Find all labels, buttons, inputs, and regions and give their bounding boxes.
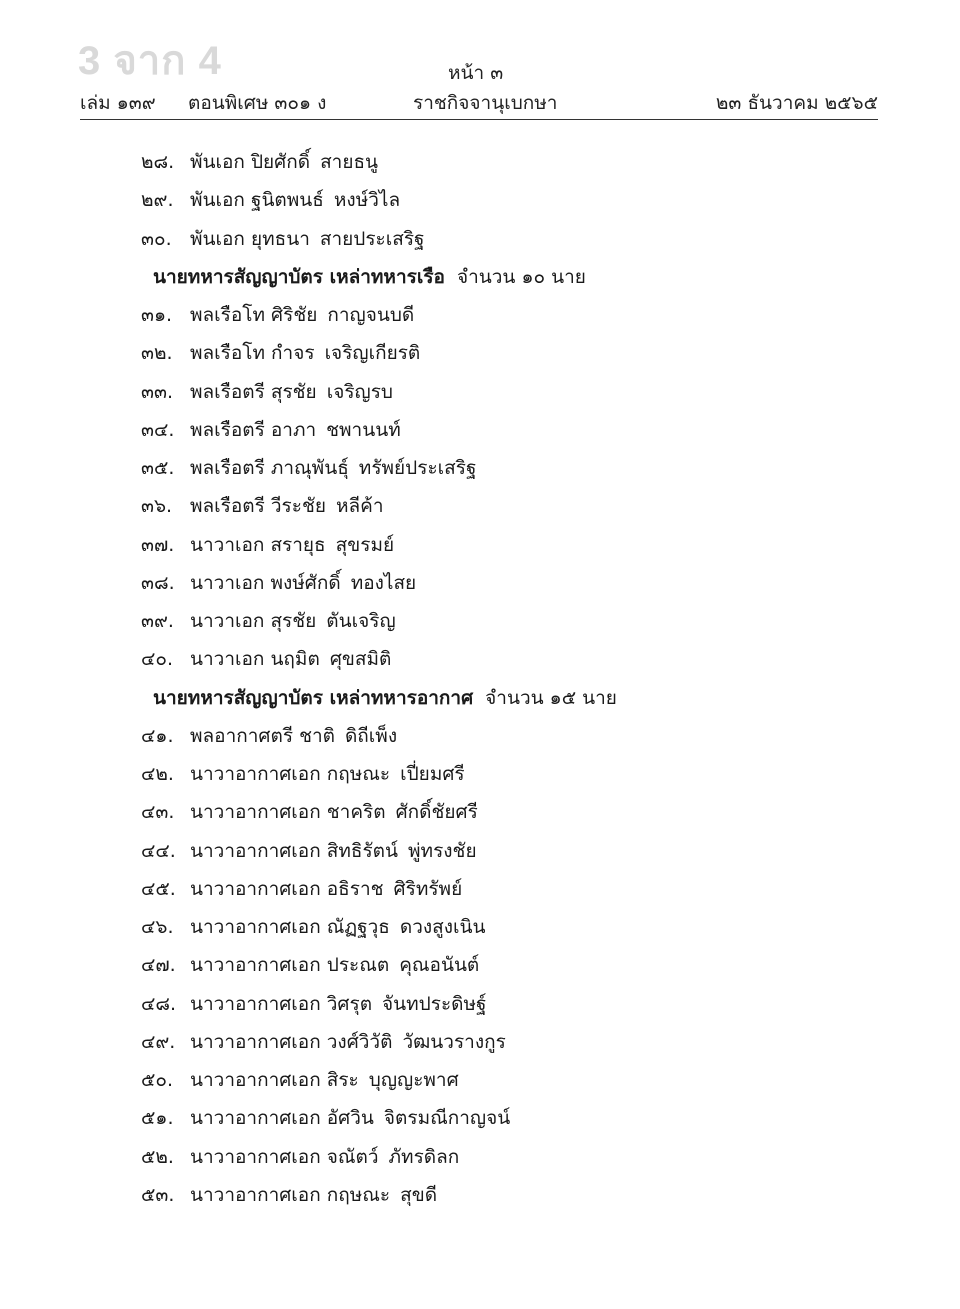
surname: สายประเสริฐ	[319, 227, 425, 250]
person-name	[190, 411, 401, 449]
surname: สุขดี	[400, 1183, 438, 1206]
surname: สุขรมย์	[335, 533, 395, 556]
person-name	[190, 640, 391, 678]
list-item	[0, 1061, 960, 1099]
list-item	[0, 640, 960, 678]
item-number: ๓๗.	[141, 533, 175, 556]
item-number: ๔๕.	[141, 877, 176, 900]
section-title: นายทหารสัญญาบัตร เหล่าทหารเรือ	[153, 265, 445, 288]
person-name	[190, 755, 465, 793]
person-name	[190, 143, 378, 181]
item-number: ๔๔.	[141, 839, 176, 862]
person-name	[190, 717, 397, 755]
rank-and-given-name: นาวาเอก นฤมิต	[190, 648, 320, 671]
list-item	[0, 411, 960, 449]
page-number: หน้า ๓	[448, 62, 504, 84]
surname: บุญญะพาศ	[368, 1069, 459, 1091]
list-item	[0, 1176, 960, 1214]
issue-date: ๒๓ ธันวาคม ๒๕๖๕	[715, 92, 878, 114]
surname: เปี่ยมศรี	[400, 763, 465, 785]
surname: ศักดิ์ชัยศรี	[395, 801, 478, 824]
list-item	[0, 564, 960, 602]
rank-and-given-name: พลเรือโท ศิริชัย	[190, 304, 318, 326]
surname: ดิถีเพ็ง	[344, 724, 398, 747]
surname: ศุขสมิติ	[329, 648, 392, 671]
item-number: ๕๒.	[141, 1145, 174, 1168]
item-number: ๔๖.	[141, 916, 174, 938]
item-number: ๓๓.	[141, 380, 174, 403]
item-number: ๕๐.	[141, 1069, 174, 1091]
surname: ศิริทรัพย์	[393, 877, 463, 900]
list-item	[0, 373, 960, 411]
rank-and-given-name: พันเอก ปิยศักดิ์	[190, 151, 311, 173]
surname: เจริญรบ	[326, 380, 393, 403]
page-watermark: 3 จาก 4	[78, 39, 222, 83]
person-name	[190, 793, 478, 831]
rank-and-given-name: นาวาอากาศเอก กฤษณะ	[190, 1183, 391, 1206]
item-number: ๒๙.	[141, 189, 174, 212]
surname: พู่ทรงชัย	[408, 839, 477, 862]
item-number: ๔๒.	[141, 763, 174, 785]
surname: กาญจนบดี	[327, 304, 415, 326]
item-number: ๓๑.	[141, 304, 173, 326]
person-name	[190, 220, 425, 258]
person-name	[190, 373, 393, 411]
item-number: ๓๒.	[141, 342, 173, 365]
list-item	[0, 832, 960, 870]
list-item	[0, 946, 960, 984]
list-item	[0, 296, 960, 334]
person-name	[190, 1061, 459, 1099]
person-name	[190, 449, 476, 487]
rank-and-given-name: นาวาอากาศเอก กฤษณะ	[190, 763, 391, 785]
header-divider	[80, 119, 878, 120]
item-number: ๔๐.	[141, 648, 174, 671]
rank-and-given-name: นาวาเอก สุรชัย	[190, 610, 317, 632]
name-list	[0, 143, 960, 1214]
rank-and-given-name: นาวาเอก พงษ์ศักดิ์	[190, 571, 341, 594]
item-number: ๓๕.	[141, 457, 175, 479]
list-item	[0, 755, 960, 793]
list-item	[0, 1099, 960, 1137]
rank-and-given-name: นาวาอากาศเอก อัศวิน	[190, 1107, 374, 1130]
item-number: ๔๙.	[141, 1030, 176, 1053]
section-heading	[0, 679, 960, 717]
gazette-header	[80, 88, 878, 116]
person-name	[190, 870, 462, 908]
surname: เจริญเกียรติ	[324, 342, 421, 365]
surname: หลีค้า	[335, 495, 384, 518]
item-number: ๕๑.	[141, 1107, 174, 1130]
volume-label: เล่ม ๑๓๙	[80, 92, 156, 114]
rank-and-given-name: พลเรือตรี อาภา	[190, 418, 317, 441]
surname: ชพานนท์	[326, 418, 401, 441]
person-name	[190, 1176, 437, 1214]
rank-and-given-name: นาวาอากาศเอก สิทธิรัตน์	[190, 839, 399, 862]
person-name	[190, 1023, 506, 1061]
person-name	[190, 832, 477, 870]
list-item	[0, 870, 960, 908]
list-item	[0, 985, 960, 1023]
rank-and-given-name: พันเอก ยุทธนา	[190, 227, 310, 250]
list-item	[0, 602, 960, 640]
person-name	[190, 526, 394, 564]
section-count: จำนวน ๑๐ นาย	[456, 265, 586, 288]
list-item	[0, 334, 960, 372]
section-count: จำนวน ๑๕ นาย	[485, 686, 617, 709]
person-name	[190, 946, 479, 984]
section-heading	[0, 258, 960, 296]
rank-and-given-name: นาวาอากาศเอก วงศ์วิวัติ	[190, 1030, 393, 1053]
surname: จิตรมณีกาญจน์	[383, 1107, 511, 1130]
surname: หงษ์วิไล	[333, 189, 401, 212]
rank-and-given-name: พลเรือโท กำจร	[190, 342, 315, 365]
surname: คุณอนันต์	[399, 954, 480, 977]
surname: ดวงสูงเนิน	[399, 916, 486, 938]
person-name	[190, 487, 384, 525]
surname: ตันเจริญ	[326, 610, 396, 632]
rank-and-given-name: พลเรือตรี สุรชัย	[190, 380, 317, 403]
rank-and-given-name: นาวาอากาศเอก อธิราช	[190, 877, 384, 900]
item-number: ๔๘.	[141, 992, 177, 1015]
section-title: นายทหารสัญญาบัตร เหล่าทหารอากาศ	[153, 686, 474, 709]
surname: สายธนู	[320, 151, 379, 173]
item-number: ๓๔.	[141, 418, 175, 441]
person-name	[190, 1138, 459, 1176]
person-name	[190, 181, 400, 219]
person-name	[190, 334, 420, 372]
item-number: ๓๙.	[141, 610, 174, 632]
rank-and-given-name: นาวาอากาศเอก สิระ	[190, 1069, 359, 1091]
list-item	[0, 717, 960, 755]
list-item	[0, 1023, 960, 1061]
list-item	[0, 143, 960, 181]
surname: ทรัพย์ประเสริฐ	[358, 457, 477, 479]
list-item	[0, 526, 960, 564]
list-item	[0, 181, 960, 219]
person-name	[190, 296, 414, 334]
rank-and-given-name: พันเอก ฐนิตพนธ์	[190, 189, 324, 212]
person-name	[190, 908, 486, 946]
list-item	[0, 449, 960, 487]
rank-and-given-name: นาวาอากาศเอก จณัตว์	[190, 1145, 379, 1168]
list-item	[0, 793, 960, 831]
person-name	[190, 564, 416, 602]
surname: ทองไสย	[350, 571, 417, 594]
list-item	[0, 220, 960, 258]
item-number: ๒๘.	[141, 151, 175, 173]
issue-label: ตอนพิเศษ ๓๐๑ ง	[188, 92, 327, 114]
rank-and-given-name: นาวาอากาศเอก ชาคริต	[190, 801, 386, 824]
item-number: ๔๑.	[141, 724, 174, 747]
surname: ภัทรดิลก	[388, 1145, 460, 1168]
item-number: ๓๘.	[141, 571, 175, 594]
rank-and-given-name: พลเรือตรี วีระชัย	[190, 495, 326, 518]
list-item	[0, 487, 960, 525]
rank-and-given-name: นาวาอากาศเอก วิศรุต	[190, 992, 373, 1015]
item-number: ๕๓.	[141, 1183, 175, 1206]
surname: วัฒนวรางกูร	[402, 1030, 506, 1053]
rank-and-given-name: พลอากาศตรี ชาติ	[190, 724, 335, 747]
item-number: ๓๖.	[141, 495, 173, 518]
item-number: ๓๐.	[141, 227, 172, 250]
item-number: ๔๗.	[141, 954, 176, 977]
rank-and-given-name: นาวาอากาศเอก ณัฏฐวุธ	[190, 916, 390, 938]
gazette-title: ราชกิจจานุเบกษา	[413, 92, 558, 114]
person-name	[190, 985, 487, 1023]
list-item	[0, 1138, 960, 1176]
person-name	[190, 602, 396, 640]
item-number: ๔๓.	[141, 801, 175, 824]
person-name	[190, 1099, 510, 1137]
rank-and-given-name: พลเรือตรี ภาณุพันธุ์	[190, 457, 349, 479]
rank-and-given-name: นาวาอากาศเอก ประณต	[190, 954, 390, 977]
surname: จันทประดิษฐ์	[382, 992, 487, 1015]
rank-and-given-name: นาวาเอก สรายุธ	[190, 533, 326, 556]
list-item	[0, 908, 960, 946]
